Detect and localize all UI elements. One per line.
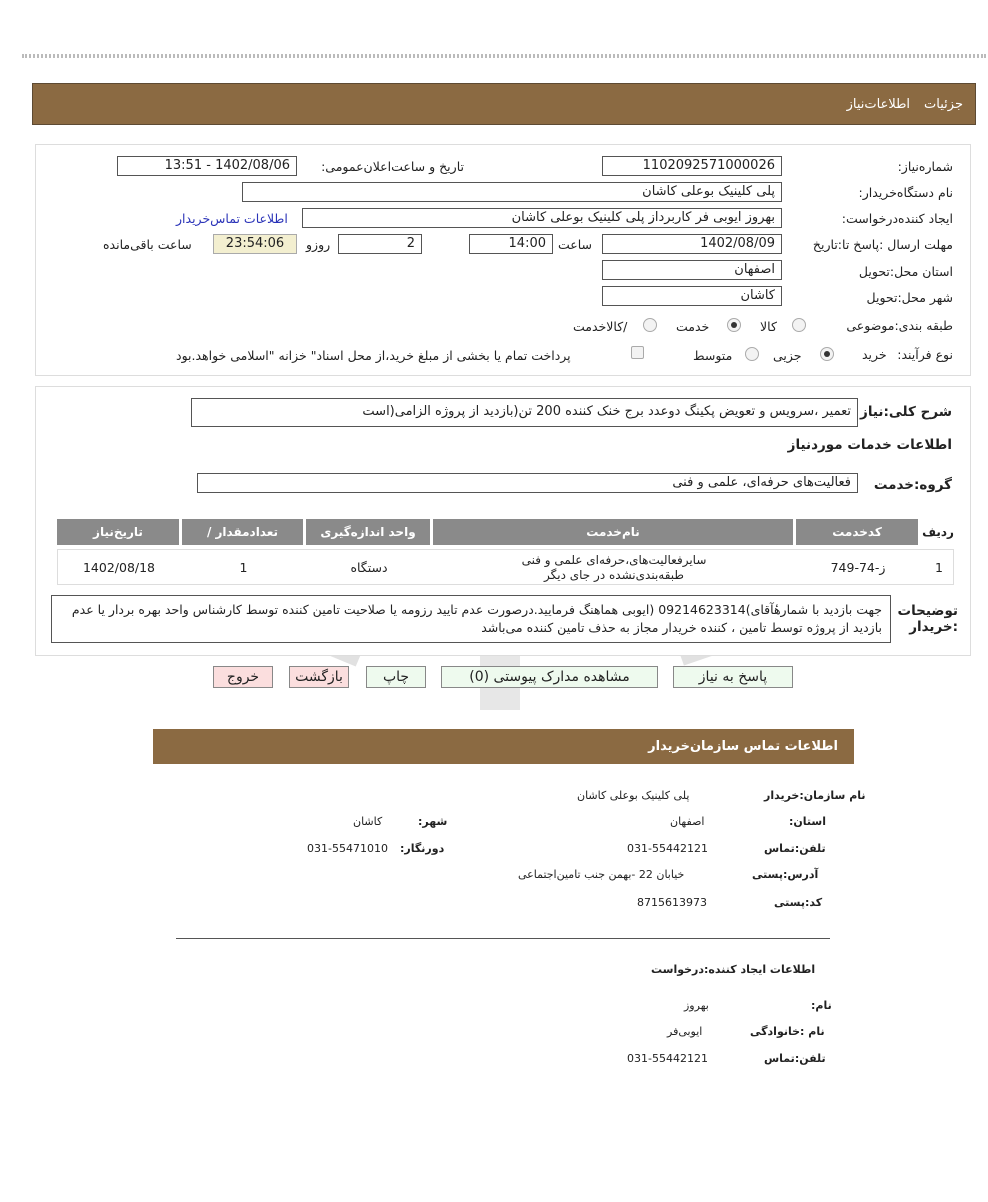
contact-city-label: :شهر: [418, 815, 448, 828]
deadline-time-field: 14:00: [469, 234, 553, 254]
row-unit: دستگاه: [350, 560, 388, 575]
contact-province-value: اصفهان: [670, 815, 705, 828]
notes-field: جهت بازدید با شمارهٔآقای)09214623314 (ایوبی هماهنگ فرمایید.درصورت عدم تایید رزومه یا صلاحیت تامین کننده توسط کارشناس واحد بهره بردار یا عدم بازدید از پروژه توسط تامین ، کننده خریدار مجاز به حذف تامین کننده می‌باشد: [51, 595, 891, 643]
contact-postal-label: کد:پستی: [774, 896, 823, 909]
contact-address-label: آدرس:پستی: [752, 868, 819, 881]
contact-city-value: کاشان: [353, 815, 383, 828]
treasury-payment-checkbox[interactable]: [631, 346, 644, 359]
buyer-org-field: پلی کلینیک بوعلی کاشان: [242, 182, 782, 202]
buyer-org-label: نام دستگاه‌خریدار:: [858, 185, 953, 200]
col-row-header: ردیف: [922, 519, 954, 545]
contact-postal-value: 8715613973: [637, 896, 707, 909]
row-name-line2: طبقه‌بندی‌نشده در جای دیگر: [544, 568, 684, 582]
contact-divider: [176, 938, 830, 939]
row-index: 1: [935, 560, 943, 575]
contact-phone-value: 031-55442121: [627, 842, 708, 855]
deadline-date-field: 1402/08/09: [602, 234, 782, 254]
days-field: 2: [338, 234, 422, 254]
contact-province-label: :استان: [789, 815, 827, 828]
col-name-header: نام‌خدمت: [433, 519, 793, 545]
announce-label: تاریخ و ساعت‌اعلان‌عمومی:: [321, 159, 464, 174]
row-date: 1402/08/18: [82, 560, 156, 575]
notes-label-line1: توضیحات: [897, 603, 958, 619]
col-code-header: کدخدمت: [796, 519, 918, 545]
buyer-contact-link[interactable]: اطلاعات تماس‌خریدار: [176, 211, 288, 226]
contact-section-header: اطلاعات تماس سازمان‌خریدار: [153, 729, 854, 764]
top-divider: [22, 54, 986, 58]
remaining-label: ساعت باقی‌مانده: [103, 237, 192, 252]
creator-family-label: نام :خانوادگی: [750, 1025, 825, 1038]
table-row: [57, 549, 954, 585]
respond-button[interactable]: پاسخ به نیاز: [673, 666, 793, 688]
services-title: اطلاعات خدمات موردنیاز: [787, 437, 952, 453]
creator-phone-value: 031-55442121: [627, 1052, 708, 1065]
creator-field: بهروز ایوبی فر کاربرداز پلی کلینیک بوعلی کاشان: [302, 208, 782, 228]
province-field: اصفهان: [602, 260, 782, 280]
creator-name-value: بهروز: [684, 999, 709, 1012]
process-label: نوع فرآیند:: [897, 347, 953, 362]
process-minor-radio[interactable]: [820, 347, 834, 361]
row-name-line1: سایرفعالیت‌های،حرفه‌ای علمی و فنی: [521, 553, 707, 567]
process-buy-label: خرید: [862, 347, 887, 362]
process-minor-label: جزیی: [773, 348, 802, 363]
details-link[interactable]: جزئیات: [924, 96, 963, 112]
col-qty-header: / تعدادمقدار: [182, 519, 303, 545]
need-number-label: شماره‌نیاز:: [897, 159, 953, 174]
deadline-label: مهلت ارسال :پاسخ تا:تاریخ: [812, 237, 953, 252]
page-header-bar: [32, 83, 976, 125]
notes-label: [898, 603, 958, 635]
contact-address-value: خیابان 22 -بهمن جنب تامین‌اجتماعی: [518, 868, 685, 881]
treasury-payment-label: پرداخت تمام یا بخشی از مبلغ خرید،از محل اسناد" خزانه "اسلامی خواهد.بود: [176, 348, 571, 363]
row-qty: 1: [239, 560, 248, 575]
row-code: ز-74-749: [830, 560, 886, 575]
contact-org-value: پلی کلینیک بوعلی کاشان: [577, 789, 690, 802]
contact-fax-value: 031-55471010: [307, 842, 388, 855]
days-label: روزو: [306, 237, 331, 252]
announce-field: 1402/08/06 - 13:51: [117, 156, 297, 176]
category-service-radio[interactable]: [727, 318, 741, 332]
deadline-time-label: ساعت: [558, 237, 593, 252]
category-both-label: /کالاخدمت: [573, 319, 628, 334]
remaining-time-field: 23:54:06: [213, 234, 297, 254]
col-unit-header: واحد اندازه‌گیری: [306, 519, 430, 545]
process-medium-radio[interactable]: [745, 347, 759, 361]
province-label: استان محل:تحویل: [858, 264, 953, 279]
group-field: فعالیت‌های حرفه‌ای، علمی و فنی: [197, 473, 858, 493]
contact-phone-label: تلفن:تماس: [764, 842, 826, 855]
notes-label-line2: :خریدار: [909, 619, 958, 635]
back-button[interactable]: بازگشت: [289, 666, 349, 688]
creator-family-value: ایوبی‌فر: [667, 1025, 703, 1038]
col-date-header: تاریخ‌نیاز: [57, 519, 179, 545]
process-medium-label: متوسط: [693, 348, 733, 363]
exit-button[interactable]: خروج: [213, 666, 273, 688]
print-button[interactable]: چاپ: [366, 666, 426, 688]
city-field: کاشان: [602, 286, 782, 306]
summary-label: شرح کلی:نیاز: [860, 404, 952, 420]
category-both-radio[interactable]: [643, 318, 657, 332]
category-goods-label: کالا: [760, 319, 777, 334]
attachments-button[interactable]: مشاهده مدارک پیوستی (0): [441, 666, 658, 688]
city-label: شهر محل:تحویل: [866, 290, 953, 305]
creator-phone-label: تلفن:تماس: [764, 1052, 826, 1065]
contact-fax-label: :دورنگار: [400, 842, 445, 855]
creator-label: ایجاد کننده‌درخواست:: [841, 211, 953, 226]
category-goods-radio[interactable]: [792, 318, 806, 332]
need-number-field: 1102092571000026: [602, 156, 782, 176]
category-label: طبقه بندی:موضوعی: [846, 318, 953, 333]
creator-name-label: :نام: [811, 999, 832, 1012]
category-service-label: خدمت: [676, 319, 710, 334]
contact-org-label: نام سازمان:خریدار: [764, 789, 866, 802]
summary-field: تعمیر ،سرویس و تعویض پکینگ دوعدد برج خنک کننده 200 تن(بازدید از پروژه الزامی(است: [191, 398, 858, 427]
creator-info-title: اطلاعات ایجاد کننده:درخواست: [651, 963, 816, 976]
need-info-title: اطلاعات‌نیاز: [846, 96, 911, 112]
group-label: گروه:خدمت: [873, 477, 952, 493]
services-panel: [35, 386, 971, 656]
need-details-panel: [35, 144, 971, 376]
